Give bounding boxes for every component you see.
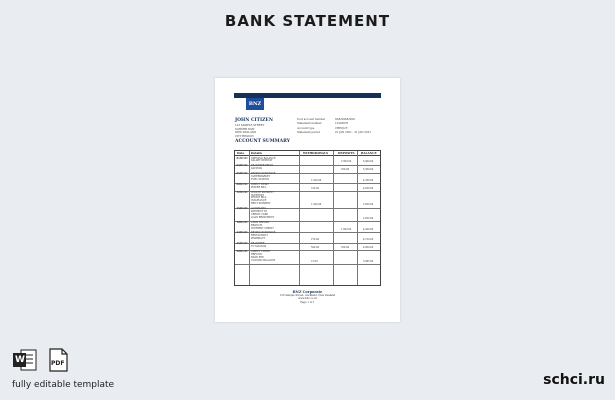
page-title: BANK STATEMENT (224, 12, 391, 30)
meta-row (297, 131, 379, 135)
row-detail: EFTPOS PURCHASE (251, 172, 276, 176)
row-detail: INTERNET (251, 193, 265, 197)
row-detail: FUEL STATION (251, 177, 270, 181)
row-date: 28/01/21 (236, 249, 248, 253)
address-line: 123 SAMPLE STREET (235, 124, 265, 127)
row-detail: PHARMACY (251, 237, 266, 241)
row-balance: 4,420.00 (363, 227, 374, 231)
table-header (235, 151, 380, 156)
transactions-table (234, 150, 381, 286)
meta-value: 01 JAN 2021 - 31 JAN 2021 (335, 131, 371, 135)
row-balance: 4,000.00 (363, 246, 374, 249)
word-icon[interactable] (12, 348, 38, 372)
row-detail: REFUND (251, 252, 262, 256)
row-detail: SUPERMARKET (251, 175, 271, 178)
address-line: SUBURB NSW (235, 127, 255, 131)
row-detail: PAYMENT TO (251, 210, 268, 213)
row-balance: 4,020.00 (363, 186, 374, 190)
row-withdrawal: 500.00 (311, 246, 320, 249)
meta-value: CHEQUE (335, 126, 348, 130)
col-deposits: DEPOSITS (338, 151, 355, 155)
row-withdrawal: 310.00 (311, 186, 320, 190)
statement-preview[interactable] (215, 78, 400, 322)
pdf-icon-text: PDF (51, 360, 65, 367)
col-balance: BALANCE (361, 151, 377, 155)
format-icons (12, 348, 71, 372)
row-date: 15/01/21 (236, 207, 248, 211)
row-balance: 5,000.00 (363, 160, 374, 164)
address-line: CITY REGION (235, 134, 254, 138)
row-date: 01/01/21 (236, 156, 248, 160)
col-date: Date (237, 151, 245, 155)
meta-value: 12345678 (335, 122, 349, 126)
row-detail: RENT PAYMENT (251, 202, 271, 206)
row-detail: CASH DEPOSIT (251, 220, 270, 224)
col-withdrawals: WITHDRAWALS (303, 151, 329, 155)
table-row-divider (235, 264, 380, 265)
row-detail: DIRECT DEBIT (251, 182, 269, 186)
row-deposit: 1,600.00 (341, 227, 352, 231)
row-balance: 4,330.00 (363, 178, 374, 182)
row-detail: TO SAVINGS (251, 245, 267, 248)
row-deposit: 350.00 (341, 246, 350, 249)
row-date: 25/01/21 (236, 242, 248, 246)
customer-address (235, 124, 264, 138)
footer-bank: BNZ Corporate (292, 290, 323, 294)
row-detail: OPENING BALANCE (251, 156, 276, 160)
row-detail: BANK FEE (251, 255, 264, 259)
row-date: 05/01/21 (236, 172, 248, 176)
row-detail: TRANSFER FROM (251, 164, 273, 168)
meta-key: Your account number (297, 118, 326, 121)
meta-value: XXX-XXXX-XXX (335, 118, 355, 121)
word-icon-letter: W (15, 355, 25, 365)
row-withdrawal: 1,200.00 (311, 203, 322, 207)
meta-key: Statement period (297, 131, 320, 135)
row-detail: EFTPOS PURCHASE (251, 231, 276, 235)
row-detail: POWER BILL (251, 185, 267, 189)
row-detail: CREDIT CARD (251, 212, 269, 216)
footer-page: Page 1 of 1 (300, 300, 315, 304)
row-detail: LOAN REPAYMENT (251, 215, 275, 219)
pdf-icon[interactable] (45, 348, 71, 372)
bank-logo: BNZ (246, 98, 264, 110)
row-detail: DIRECT CREDIT (251, 249, 271, 253)
col-details: Details (251, 151, 263, 155)
footer-website: www.bnz.co.nz (298, 297, 317, 301)
meta-key: Account type (297, 126, 315, 130)
address-line: NEW ZEALAND (235, 131, 257, 135)
row-deposit: 2,500.00 (341, 160, 352, 164)
row-balance: 2,820.00 (363, 216, 374, 220)
row-detail: INTEREST CREDIT (251, 226, 274, 230)
row-detail: TRANSFER (251, 242, 265, 246)
row-withdrawal: 270.00 (311, 238, 320, 242)
site-watermark[interactable]: schci.ru (543, 372, 605, 388)
row-balance: 3,985.00 (363, 259, 374, 263)
row-date: 08/01/21 (236, 182, 248, 186)
row-detail: SALARY DEPOSIT (251, 159, 273, 163)
editable-label: fully editable template (12, 380, 115, 390)
account-meta (297, 118, 379, 136)
row-detail: CLOSING BALANCE (251, 258, 276, 262)
meta-key: Statement number (297, 122, 322, 126)
row-date: 18/01/21 (236, 220, 248, 224)
customer-name: JOHN CITIZEN (235, 118, 273, 123)
row-withdrawal: 15.00 (311, 259, 318, 263)
row-detail: AUTOMATIC (251, 207, 267, 211)
row-withdrawal: 1,020.00 (311, 178, 322, 182)
footer-address: 123 Sample Street, Auckland, New Zealand (279, 294, 336, 297)
row-detail: RESTAURANT (251, 234, 268, 238)
row-deposit: 350.00 (341, 168, 350, 172)
row-balance: 2,820.00 (363, 203, 374, 207)
row-date: 22/01/21 (236, 231, 248, 235)
row-date: 03/01/21 (236, 164, 248, 168)
row-balance: 4,150.00 (363, 238, 374, 242)
row-date: 12/01/21 (236, 190, 248, 194)
row-detail: BRANCH (251, 223, 262, 227)
summary-title: ACCOUNT SUMMARY (235, 139, 290, 144)
row-detail: INSURANCE (251, 199, 267, 203)
row-balance: 5,350.00 (363, 168, 374, 172)
row-detail: PHONE BILL (251, 196, 267, 200)
row-detail: ONLINE PAYMENT (251, 190, 274, 194)
row-detail: SAVINGS (251, 167, 263, 171)
statement-footer (215, 290, 400, 304)
